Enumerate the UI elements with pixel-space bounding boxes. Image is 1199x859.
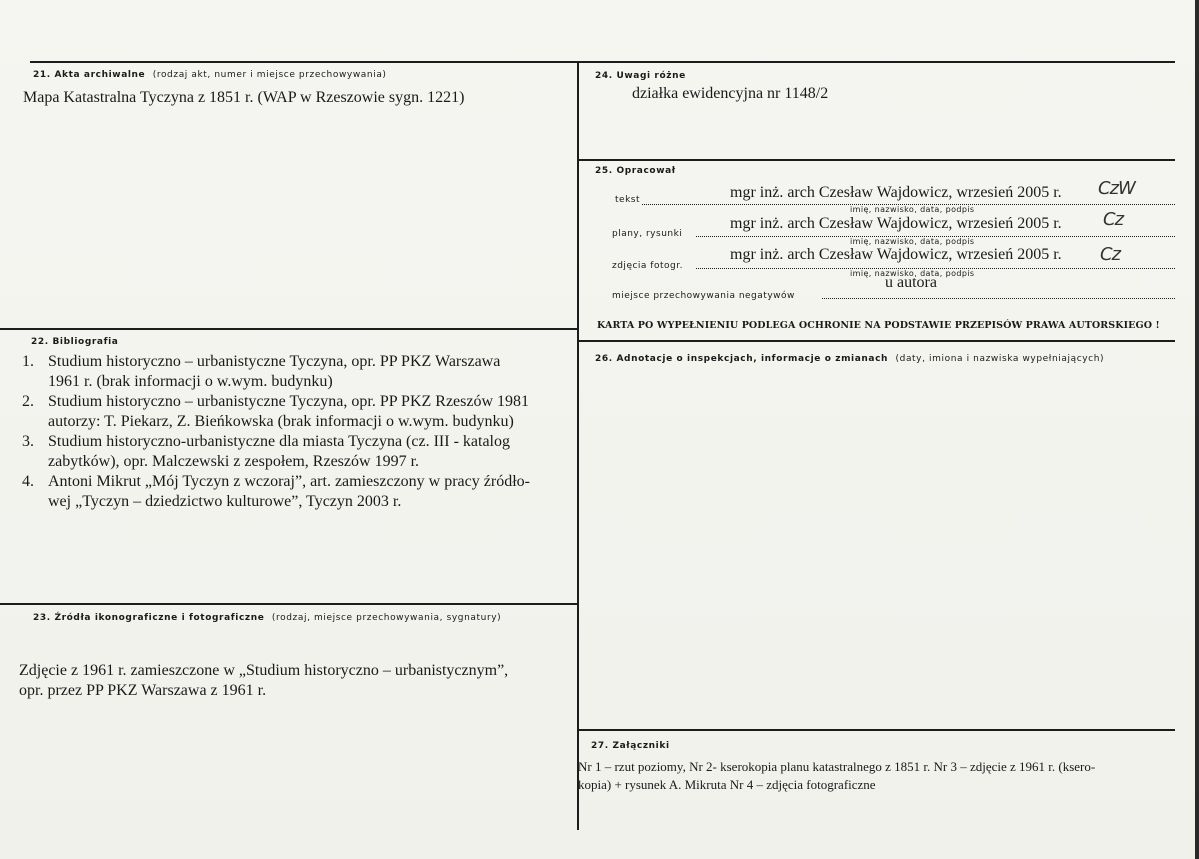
section-26-header: [595, 354, 1104, 364]
section-24-header: 24. Uwagi różne: [595, 71, 686, 81]
section-23-header: [33, 613, 501, 623]
list-item-line: Studium historyczno – urbanistyczne Tyczyna, opr. PP PKZ Warszawa: [48, 353, 501, 370]
rule-22-23: [0, 603, 578, 605]
rule-21-22: [0, 328, 578, 330]
top-rule: [30, 61, 1175, 63]
attachments-line-2: kopia) + rysunek A. Mikruta Nr 4 – zdjęcia fotograficzne: [578, 777, 876, 792]
copyright-notice: KARTA PO WYPEŁNIENIU PODLEGA OCHRONIE NA PODSTAWIE PRZEPISÓW PRAWA AUTORSKIEGO !: [597, 320, 1160, 331]
section-23-title: 23. Źródła ikonograficzne i fotograficzne: [33, 613, 265, 623]
list-item-line: 1961 r. (brak informacji o w.wym. budynku): [48, 373, 333, 390]
row-caption: imię, nazwisko, data, podpis: [850, 269, 975, 278]
list-item-number: 2.: [22, 393, 34, 410]
row-label-plans: plany, rysunki: [612, 229, 683, 239]
list-item-number: 3.: [22, 433, 34, 450]
iconographic-sources-line-2: opr. przez PP PKZ Warszawa z 1961 r.: [19, 682, 267, 699]
list-item-line: Studium historyczno-urbanistyczne dla miasta Tyczyna (cz. III - katalog: [48, 433, 510, 450]
list-item-line: wej „Tyczyn – dziedzictwo kulturowe”, Tyczyn 2003 r.: [48, 493, 402, 510]
attachments-line-1: Nr 1 – rzut poziomy, Nr 2- kserokopia planu katastralnego z 1851 r. Nr 3 – zdjęcie z 1961 r. (ksero-: [578, 759, 1096, 774]
row-caption: imię, nazwisko, data, podpis: [850, 205, 975, 214]
list-item: [22, 472, 582, 512]
list-item: [22, 432, 582, 472]
bibliography-list: [22, 352, 582, 512]
list-item: [22, 352, 582, 392]
list-item-line: zabytków), opr. Malczewski z zespołem, Rzeszów 1997 r.: [48, 453, 420, 470]
list-item-line: Studium historyczno – urbanistyczne Tyczyna, opr. PP PKZ Rzeszów 1981: [48, 393, 530, 410]
section-25-header: 25. Opracował: [595, 166, 676, 176]
signature-3: Cz: [1100, 244, 1121, 265]
row-label-text: tekst: [615, 195, 640, 205]
rule-24-25: [578, 159, 1175, 161]
row-value-text: mgr inż. arch Czesław Wajdowicz, wrzesień 2005 r.: [730, 184, 1062, 201]
section-21-title: 21. Akta archiwalne: [33, 70, 146, 80]
list-item-number: 4.: [22, 473, 34, 490]
section-26-subtitle: (daty, imiona i nazwiska wypełniających): [895, 354, 1105, 364]
list-item: [22, 392, 582, 432]
negatives-location-value: u autora: [885, 274, 937, 291]
misc-notes-text: działka ewidencyjna nr 1148/2: [632, 85, 829, 102]
list-item-line: autorzy: T. Piekarz, Z. Bieńkowska (brak informacji o w.wym. budynku): [48, 413, 514, 430]
row-dotted-line: [822, 298, 1175, 299]
negatives-location-label: miejsce przechowywania negatywów: [612, 291, 795, 301]
section-22-header: 22. Bibliografia: [31, 337, 119, 347]
row-label-photos: zdjęcia fotogr.: [612, 261, 683, 271]
signature-1: CzW: [1098, 178, 1135, 199]
list-item-number: 1.: [22, 353, 34, 370]
signature-2: Cz: [1103, 209, 1124, 230]
list-item-line: Antoni Mikrut „Mój Tyczyn z wczoraj”, art. zamieszczony w pracy źródło-: [48, 473, 530, 490]
iconographic-sources-line-1: Zdjęcie z 1961 r. zamieszczone w „Studium historyczno – urbanistycznym”,: [19, 662, 509, 679]
card-edge: [1195, 0, 1199, 859]
archive-records-text: Mapa Katastralna Tyczyna z 1851 r. (WAP w Rzeszowie sygn. 1221): [23, 89, 465, 106]
section-21-subtitle: (rodzaj akt, numer i miejsce przechowywania): [152, 70, 387, 80]
row-value-plans: mgr inż. arch Czesław Wajdowicz, wrzesień 2005 r.: [730, 215, 1062, 232]
row-value-photos: mgr inż. arch Czesław Wajdowicz, wrzesień 2005 r.: [730, 246, 1062, 263]
section-27-header: 27. Załączniki: [591, 741, 670, 751]
rule-25-26: [578, 340, 1175, 342]
section-21-header: [33, 70, 387, 80]
row-caption: imię, nazwisko, data, podpis: [850, 237, 975, 246]
section-23-subtitle: (rodzaj, miejsce przechowywania, sygnatury): [271, 613, 502, 623]
rule-26-27: [578, 729, 1175, 731]
section-26-title: 26. Adnotacje o inspekcjach, informacje o zmianach: [595, 354, 889, 364]
